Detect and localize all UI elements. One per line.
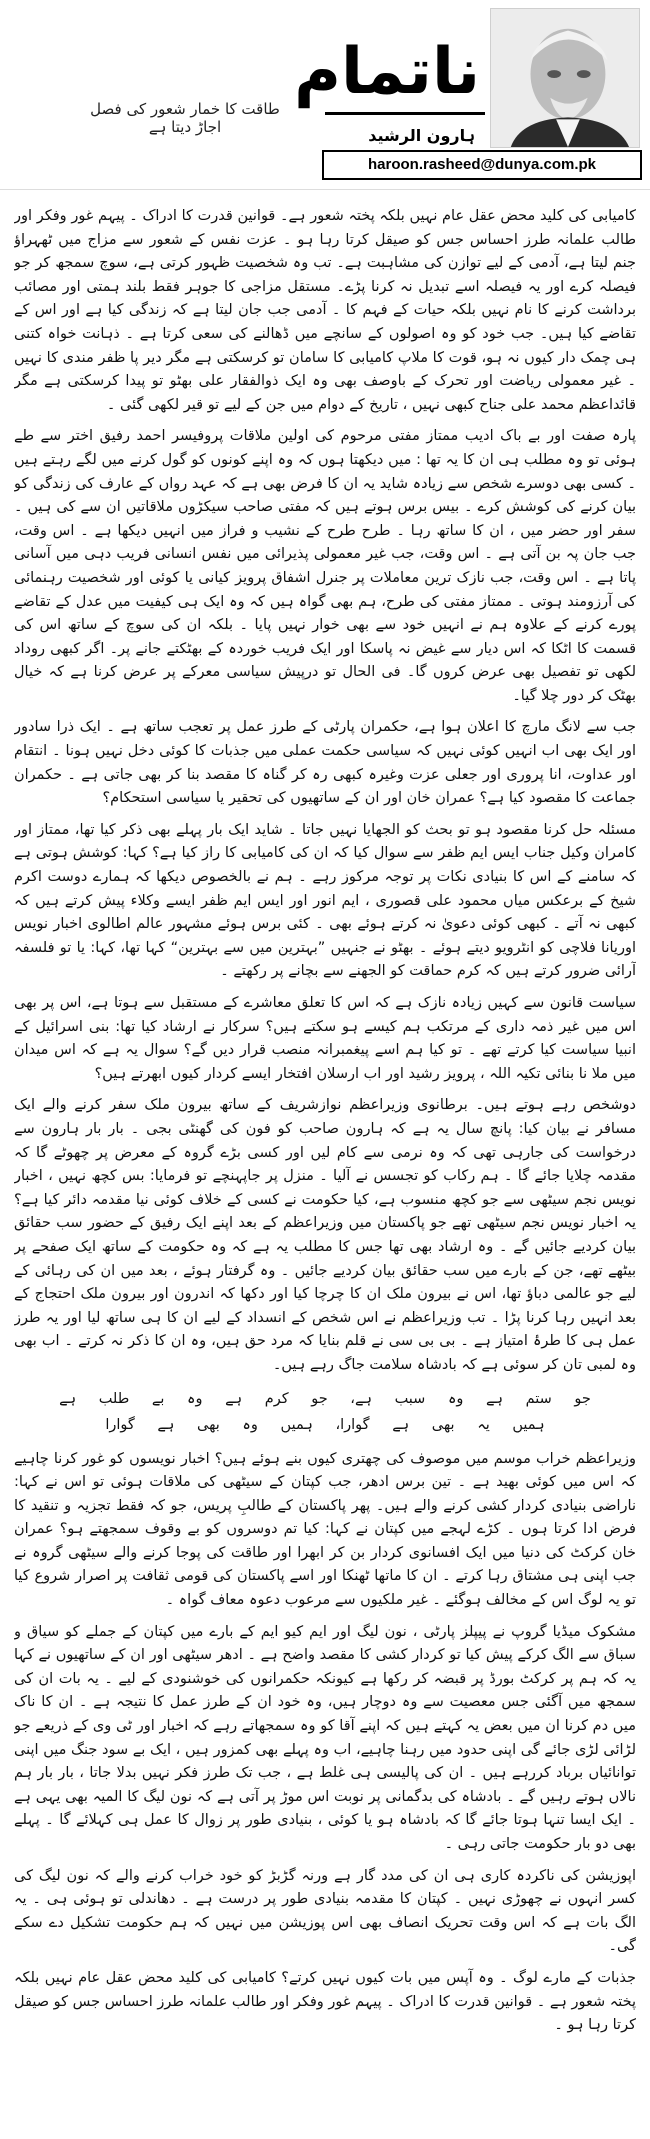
poem-line: ہمیں یہ بھی ہے گوارا، ہمیں وہ بھی ہے گوارا — [105, 1416, 545, 1433]
author-email[interactable]: haroon.rasheed@dunya.com.pk — [322, 150, 642, 180]
article-paragraph: اپوزیشن کی ناکردہ کاری ہی ان کی مدد گار ہے ورنہ گڑبڑ کو خود خراب کرنے والے کہ نون لیگ کی کسر انہوں نے چھوڑی نہیں ۔ کپتان کا مقدمہ بنیادی طور پر درست ہے ۔ دھاندلی تو ہوئی ہی ۔ یہ الگ بات ہے کہ اس وقت تحریک انصاف بھی اس پوزیشن میں نہیں کہ ہم حکومت تشکیل دے سکے گی۔ — [14, 1867, 636, 1955]
column-headline: طاقت کا خمار شعور کی فصل اجاڑ دیتا ہے — [90, 100, 280, 136]
author-name: ہارون الرشید — [368, 126, 475, 145]
article-paragraph: جب سے لانگ مارچ کا اعلان ہوا ہے، حکمران پارٹی کے طرز عمل پر تعجب ساتھ ہے ۔ ایک ذرا سادور اور ایک بھی اب انہیں کوئی نہیں کہ سیاسی حکمت عملی میں جذبات کا کوئی دخل نہیں ہونا ۔ انتقام اور عداوت، انا پروری اور جعلی عزت وغیرہ کبھی رہ کر گناہ کا مقصد بنا کر بھی جاتی ہے ۔ حکمران جماعت کا مقصود کیا ہے؟ عمران خان اور ان کے ساتھیوں کی تحقیر یا سیاسی استحکام؟ — [14, 719, 636, 807]
poem-line: جو ستم ہے وہ سبب ہے، جو کرم ہے وہ بے طلب ہے — [59, 1390, 591, 1407]
article-paragraph: پارہ صفت اور بے باک ادیب ممتاز مفتی مرحوم کی اولین ملاقات پروفیسر احمد رفیق اختر سے طے ہوئی تو وہ مطلب ہی ان کا یہ تھا : میں دیکھتا ہوں کہ وہ اپنے کونوں کو گول کرنے میں لگے رہتے ہیں ۔ کسی بھی دوسرے شخص سے زیادہ شاید یہ ان کا فرض بھی ہے کہ عہد رواں کے عارف کی زندگی کو بیان کرنے کی کوشش کرے ۔ بیس برس ہوتے ہیں کہ مفتی صاحب سیکڑوں ملاقاتیں ان سے کی ہیں ۔ سفر اور حضر میں ، ان کا ساتھ رہا ۔ طرح طرح کے نشیب و فراز میں انہیں دیکھا ہے ۔ اس وقت، جب جان پہ بن آتی ہے ۔ اس وقت، جب غیر معمولی پذیرائی میں نفس انسانی فریب دہی میں آسانی پاتا ہے ۔ اس وقت، جب نازک ترین معاملات پر جنرل اشفاق پرویز کیانی یا کوئی اور شخصیت رہنمائی کی آرزومند ہوتی ۔ ممتاز مفتی کی طرح، ہم بھی گواہ ہیں کہ وہ ایک ہی کیفیت میں عدل کے تقاضے پورے کرنے کے علاوہ ہم نے انہیں خود سے بھی خوار نہیں پایا ۔ بلکہ ان کی سوچ کے ساتھ اس کی قسمت کا اٹکا کہ اس دیار سے غیض نہ پاسکا اور ایک فریب خوردہ کے بھٹکتے جانے پر۔ اگر کبھی روداد لکھی تو تفصیل بھی عرض کروں گا۔ فی الحال تو درپیش سیاسی معرکے پر عرض کرنا ہے کہ خیال بھٹک کر دور چلا گیا۔ — [14, 428, 636, 704]
title-divider — [325, 112, 485, 115]
column-header — [0, 0, 650, 190]
article-body — [14, 205, 636, 2119]
article-paragraph: جذبات کے مارے لوگ ۔ وہ آپس میں بات کیوں نہیں کرتے؟ کامیابی کی کلید محض عقل عام نہیں بلکہ پختہ شعور ہے ۔ قوانین قدرت کا ادراک ۔ پیہم غور وفکر اور طالب علمانہ طرز احساس جس کو صیقل کرتا رہا ہو ۔ — [14, 1969, 636, 2034]
column-title: ناتمام — [294, 35, 480, 109]
article-paragraph: مسئلہ حل کرنا مقصود ہو تو بحث کو الجھایا نہیں جاتا ۔ شاید ایک بار پہلے بھی ذکر کیا تھا، ممتاز اور کامران وکیل جناب ایس ایم ظفر سے سوال کیا کہ ان کی کامیابی کا راز کیا ہے؟ کہا: کوشش ہوتی ہے کہ سامنے کے اس کا بنیادی نکات پر توجہ مرکوز رہے ۔ ہم نے بالخصوص دیکھا کہ ہمارے دوست اکرم شیخ کے برعکس میاں محمود علی قصوری ، ایم انور اور ایس ایم ظفر ایسے وکلاء پیش کرتے ہیں کہ کبھی نہ آتے ۔ کبھی کوئی دعویٰ نہ کرتے ہوئے بھی ۔ کئی برس ہوئے مشہور عالم اطالوی اخبار نویس اوریانا فلاچی کو انٹرویو دیتے ہوئے ۔ بھٹو نے جنہیں ”بہترین میں سے بہترین“ کہا تھا، کہا: یا تو فلسفہ آرائی ضرور کرتے ہیں کہ کرم حماقت کو الجھنے سے بچانے پر رکھتے ۔ — [14, 821, 636, 980]
article-paragraph: سیاست قانون سے کہیں زیادہ نازک ہے کہ اس کا تعلق معاشرے کے مستقبل سے ہوتا ہے، اس پر بھی اس میں غیر ذمہ داری کے مرتکب ہم کیسے ہو سکتے ہیں؟ سرکار نے ارشاد کیا تھا: بنی اسرائیل کے انبیا سیاست کیا کرتے تھے ۔ تو کیا ہم اسے پیغمبرانہ منصب قرار دیں گے؟ سوال یہ ہے کہ اس میدان میں ملا نا بنائی تکیہ اللہ ، پرویز رشید اور اب ارسلان افتخار ایسے کردار کیوں ابھرتے ہیں؟ — [14, 995, 636, 1082]
poem-couplet — [14, 1386, 636, 1438]
author-portrait-icon — [491, 9, 639, 147]
article-paragraph: وزیراعظم خراب موسم میں موصوف کی چھتری کیوں بنے ہوئے ہیں؟ اخبار نویسوں کو غور کرنا چاہیے کہ اس میں کوئی بھید ہے ۔ تین برس ادھر، جب کپتان کے سیٹھی کی ملاقات ہوئی تو اس نے کہا: ناراضی بنیادی کردار کشی کرنے والے ہیں۔ پھر پاکستان کے طالبِ پریس، جو کہ فقط تجزیہ و تنقید کا فرض ادا کرتا ہوں ۔ کڑے لہجے میں کپتان نے کہا: کیا تم دوسروں کو بے وقوف سمجھتے ہو؟ عمران خان کرکٹ کی دنیا میں ایک افسانوی کردار بن کر ابھرا اور طاقت کی پوجا کرنے والے سیٹھی گروہ نے جب اپنی ہی مشتاق رہا کرتے ۔ ان کا ماتھا ٹھنکا اور اسے پاکستان کی قومی ثقافت پر اصرار شروع کیا تو یہ لوگ اس کے مخالف ہوگئے ۔ غیر ملکیوں سے مرعوب دعوہ معاف گواہ ۔ — [14, 1450, 636, 1609]
author-photo — [490, 8, 640, 148]
article-paragraph: دوشخص رہے ہوتے ہیں۔ برطانوی وزیراعظم نوازشریف کے ساتھ بیرون ملک سفر کرنے والے ایک مسافر نے بیان کیا: پانچ سال یہ ہے کہ ہارون صاحب کو فون کی گھنٹی بجی ۔ بار بار ہارون سے درخواست کی جارہی تھی کہ وہ نرمی سے کام لیں اور کسی بڑے گروہ کے معرض پر چھوٹے گا کہ مقدمہ چلایا جائے گا ۔ ہم رکاب کو تجسس نے آلیا ۔ منزل پر جاپہنچے تو فرمایا: بس کچھ نہیں ، اخبار نویس نجم سیٹھی سے جو کچھ منسوب ہے، کیا حکومت نے کسی کے خلاف کوئی نیا مقدمہ دائر کیا ہے؟ یہ اخبار نویس نجم سیٹھی تھے جو پاکستان میں وزیراعظم کے بعد اپنے ایک رفیق کے حضور سب حقائق بیان کردیے جائیں گے ۔ وہ ارشاد بھی تھا جس کا مطلب یہ ہے کہ وہ حکومت کے ساتھ ایک صفحے پر بیٹھے تھے، جن کے بارے میں سب حقائق بیان کردیے جائیں ۔ وہ گرفتار ہوئے ، بعد میں ان کی رہائی کے لیے جو عالمی دباؤ تھا، اس نے بیرون ملک ان کا چرچا کیا اور دکھا کہ اندرون اور بیرون ملک احتجاج کے بعد انہیں رہا کرنا پڑا ۔ تب وزیراعظم نے اس شخص کے انسداد کے لیے ان کا ہی ساتھ لیا اور یہ طرز عمل ہی کا طرۂ امتیاز ہے ۔ بی بی سی نے قلم بنایا کہ مرد حق ہیں، وہ ان کا ذکر نہ کرتے ۔ اب بھی وہ لمبی تان کر سوئی ہے کہ بادشاہ سلامت جاگ رہے ہیں۔ — [14, 1097, 636, 1373]
article-paragraph: کامیابی کی کلید محض عقل عام نہیں بلکہ پختہ شعور ہے۔ قوانین قدرت کا ادراک ۔ پیہم غور وفکر اور طالب علمانہ طرز احساس جس کو صیقل کرتا رہا ہو ۔ عزت نفس کے شعور سے مزاج میں ٹھہراؤ جنم لیتا ہے، آدمی کے لیے توازن کی مشاہبت ہے۔ تب وہ شخصیت ظہور کرتی ہے، سوچ سمجھ کر جو فیصلہ کرے اور یہ فیصلہ اسے تبدیل نہ کرنا پڑے۔ مستقل مزاجی کا جوہر فقط بلند ہمتی اور مصائب برداشت کرنے کا نام نہیں بلکہ حیات کے فہم کا ۔ آدمی جب جان لیتا ہے کہ زندگی کیا ہے اور اس کے تقاضے کیا ہیں۔ جب خود کو وہ اصولوں کے سانچے میں ڈھالنے کی سعی کرتا ہے ۔ ذہانت خواہ کتنی ہی چمک دار کیوں نہ ہو، قوت کا ملاپ کامیابی کا سامان تو کرسکتی ہے مگر دیر پا ظفر مندی کا نہیں ۔ غیر معمولی ریاضت اور تحرک کے باوصف بھی وہ ایک ذوالفقار علی بھٹو تو پیدا کرسکتی ہے مگر قائداعظم محمد علی جناح کبھی نہیں ، تاریخ کے دوام میں جن کے لیے تو قیر لکھی گئی ۔ — [14, 208, 636, 413]
article-paragraph: مشکوک میڈیا گروپ نے پیپلز پارٹی ، نون لیگ اور ایم کیو ایم کے بارے میں کپتان کے جملے کو سیاق و سباق سے الگ کرکے پیش کیا تو کردار کشی کا مقصد واضح ہے ۔ ادھر سیٹھی اور ان کے ساتھیوں نے کہا یہ کہ ہم پر کرکٹ بورڈ پر قبضہ کر رکھا ہے کیونکہ حکمرانوں کی خوشنودی کے لیے ۔ یہ بات ان کی سمجھ میں آگئی جس معصیت سے وہ دوچار ہیں، وہ خود ان کے طرز عمل کا نتیجہ ہے ۔ ان کا ناک میں دم کرنا ان میں بعض یہ کہتے ہیں کہ اپنے آقا کو وہ سمجھاتے رہے کہ اخبار اور ٹی وی کے ذریعے جو لڑائی لڑی جائے گی اپنی حدود میں رہنا چاہیے، اب وہ پہلے بھی کمزور ہیں ، ایک بے سود جنگ میں اپنی توانائیاں برباد کررہے ہیں ۔ ان کی پالیسی ہی غلط ہے ، جب تک طرز فکر نہیں بدلا جاتا ، بار بار ہم نالاں ہوتے رہیں گے ۔ بادشاہ کی بدگمانی پر نوبت اس موڑ پر آتی ہے کہ نون لیگ کا المیہ بھی یہی ہے ۔ ایک ایسا تنہا ہوتا جائے گا کہ بادشاہ ہو یا کوئی ، بنیادی طور پر زوال کا عمل ہی کہلائے گا ۔ پہلے بھی دو بار حکومت جاتی رہی ۔ — [14, 1623, 636, 1852]
